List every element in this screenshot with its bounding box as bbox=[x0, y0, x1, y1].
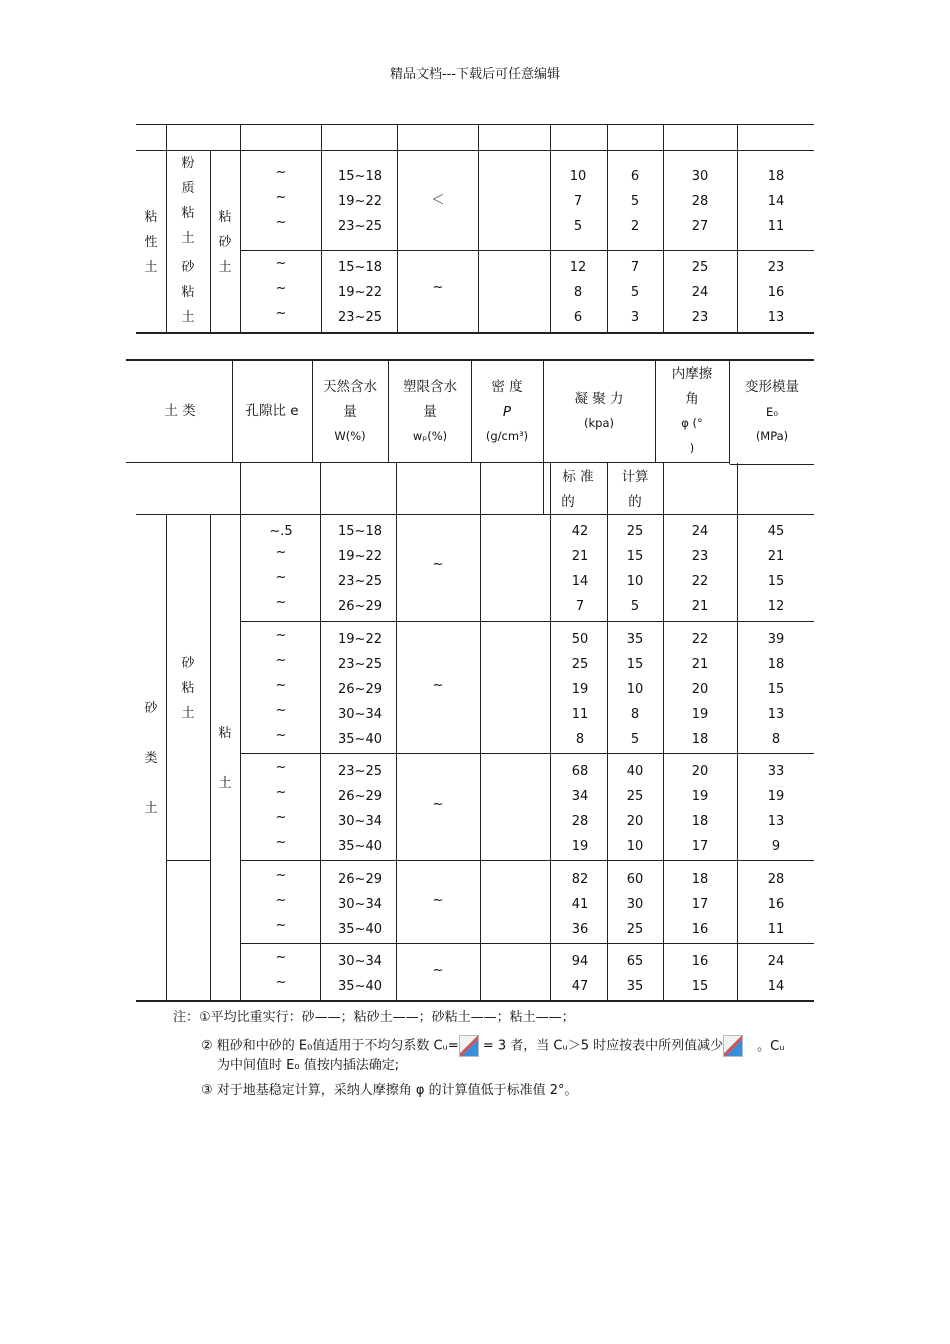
cell-phi: 23 bbox=[691, 310, 709, 325]
cell-e: ~ bbox=[275, 165, 287, 180]
category-char: 类 bbox=[144, 751, 158, 766]
cell-e: ~ bbox=[275, 703, 287, 718]
note-3: ③ 对于地基稳定计算，采纳人摩擦角 φ 的计算值低于标准值 2°。 bbox=[201, 1083, 578, 1098]
cell-c-calc: 35 bbox=[626, 632, 644, 647]
header-rho-unit: (g/cm³) bbox=[485, 429, 529, 443]
cell-E: 15 bbox=[767, 682, 785, 697]
subtype-char: 土 bbox=[181, 706, 195, 721]
subtype-char: 砂 bbox=[181, 260, 195, 275]
cell-w: 26~29 bbox=[338, 789, 382, 804]
cell-E: 15 bbox=[767, 574, 785, 589]
cell-c-std: 11 bbox=[571, 707, 589, 722]
cell-w: 15~18 bbox=[338, 169, 382, 184]
cell-wp: ~ bbox=[432, 280, 444, 295]
cell-phi: 17 bbox=[691, 897, 709, 912]
cell-e: ~ bbox=[275, 595, 287, 610]
cell-E: 13 bbox=[767, 310, 785, 325]
cell-E: 19 bbox=[767, 789, 785, 804]
cell-c-std: 82 bbox=[571, 872, 589, 887]
cell-phi: 16 bbox=[691, 922, 709, 937]
cell-E: 33 bbox=[767, 764, 785, 779]
cell-w: 19~22 bbox=[338, 549, 382, 564]
cell-e: ~ bbox=[275, 835, 287, 850]
cell-phi: 24 bbox=[691, 524, 709, 539]
cell-c-calc: 25 bbox=[626, 789, 644, 804]
subtype-char: 土 bbox=[218, 776, 232, 791]
cell-c-calc: 10 bbox=[626, 682, 644, 697]
cell-c-std: 7 bbox=[573, 194, 583, 209]
header-phi: 内摩擦 bbox=[671, 366, 713, 382]
cell-c-calc: 6 bbox=[630, 169, 640, 184]
cell-c-std: 28 bbox=[571, 814, 589, 829]
cell-E: 14 bbox=[767, 194, 785, 209]
cell-c-calc: 5 bbox=[630, 285, 640, 300]
category-char: 粘 bbox=[144, 210, 158, 225]
cell-e: ~ bbox=[275, 893, 287, 908]
cell-c-calc: 5 bbox=[630, 599, 640, 614]
header-wp-unit: wₚ(%) bbox=[412, 429, 448, 443]
cell-wp: ~ bbox=[432, 893, 444, 908]
cell-c-calc: 25 bbox=[626, 524, 644, 539]
cell-c-calc: 10 bbox=[626, 574, 644, 589]
cell-w: 19~22 bbox=[338, 632, 382, 647]
header-E-unit: (MPa) bbox=[755, 429, 789, 443]
cell-wp: ＜ bbox=[431, 193, 445, 208]
cell-w: 35~40 bbox=[338, 922, 382, 937]
category-char: 土 bbox=[144, 260, 158, 275]
cell-w: 15~18 bbox=[338, 260, 382, 275]
category-char: 土 bbox=[144, 801, 158, 816]
note-2-part-b: = 3 者，当 Cᵤ＞5 时应按表中所列值减少 bbox=[478, 1038, 724, 1054]
cell-e: ~ bbox=[275, 868, 287, 883]
header-wp: 塑限含水 bbox=[403, 379, 457, 395]
cell-e: ~ bbox=[275, 215, 287, 230]
cell-E: 16 bbox=[767, 285, 785, 300]
cell-w: 30~34 bbox=[338, 707, 382, 722]
cell-c-std: 21 bbox=[571, 549, 589, 564]
cell-e: ~ bbox=[275, 760, 287, 775]
cell-e: ~ bbox=[275, 653, 287, 668]
cell-w: 23~25 bbox=[338, 219, 382, 234]
cell-E: 11 bbox=[767, 922, 785, 937]
cell-E: 39 bbox=[767, 632, 785, 647]
header-e: 孔隙比 e bbox=[245, 403, 299, 419]
cell-phi: 17 bbox=[691, 839, 709, 854]
cell-phi: 18 bbox=[691, 872, 709, 887]
note-2 bbox=[201, 1035, 785, 1057]
cell-E: 24 bbox=[767, 954, 785, 969]
cell-phi: 15 bbox=[691, 979, 709, 994]
cell-c-calc: 5 bbox=[630, 732, 640, 747]
category-char: 性 bbox=[144, 235, 158, 250]
cell-c-calc: 15 bbox=[626, 549, 644, 564]
cell-c-std: 5 bbox=[573, 219, 583, 234]
header-E: 变形模量 bbox=[745, 379, 799, 395]
cell-phi: 27 bbox=[691, 219, 709, 234]
cell-c-std: 6 bbox=[573, 310, 583, 325]
note-1: 注：①平均比重实行：砂——；粘砂土——；砂粘土——；粘土——； bbox=[173, 1010, 575, 1025]
note-2-part-a: ② 粗砂和中砂的 E₀值适用于不均匀系数 Cᵤ= bbox=[201, 1038, 459, 1054]
subtype-char: 粉 bbox=[181, 156, 195, 171]
cell-phi: 25 bbox=[691, 260, 709, 275]
cell-phi: 20 bbox=[691, 764, 709, 779]
header-c-std: 标 准 bbox=[562, 469, 594, 485]
cell-e: ~ bbox=[275, 728, 287, 743]
cell-c-calc: 15 bbox=[626, 657, 644, 672]
cell-E: 13 bbox=[767, 814, 785, 829]
cell-c-std: 34 bbox=[571, 789, 589, 804]
cell-c-std: 10 bbox=[569, 169, 587, 184]
cell-w: 15~18 bbox=[338, 524, 382, 539]
subtype-char: 砂 bbox=[181, 656, 195, 671]
cell-E: 21 bbox=[767, 549, 785, 564]
cell-w: 30~34 bbox=[338, 814, 382, 829]
cell-c-std: 12 bbox=[569, 260, 587, 275]
cell-e: ~ bbox=[275, 678, 287, 693]
cell-E: 14 bbox=[767, 979, 785, 994]
cell-e: ~ bbox=[275, 570, 287, 585]
cell-e: ~ bbox=[275, 810, 287, 825]
header-phi-unit: ) bbox=[689, 441, 695, 455]
category-char: 砂 bbox=[144, 701, 158, 716]
subtype-char: 质 bbox=[181, 181, 195, 196]
cell-e: ~ bbox=[275, 545, 287, 560]
cell-w: 23~25 bbox=[338, 657, 382, 672]
cell-e: ~.5 bbox=[269, 524, 293, 539]
header-phi: 角 bbox=[685, 391, 699, 407]
cell-phi: 18 bbox=[691, 814, 709, 829]
cell-c-std: 41 bbox=[571, 897, 589, 912]
subtype-char: 土 bbox=[218, 260, 232, 275]
cell-c-calc: 60 bbox=[626, 872, 644, 887]
header-w: 量 bbox=[343, 404, 357, 420]
cell-e: ~ bbox=[275, 306, 287, 321]
cell-e: ~ bbox=[275, 975, 287, 990]
cell-w: 30~34 bbox=[338, 897, 382, 912]
cell-E: 18 bbox=[767, 657, 785, 672]
cell-phi: 23 bbox=[691, 549, 709, 564]
cell-c-std: 42 bbox=[571, 524, 589, 539]
cell-e: ~ bbox=[275, 281, 287, 296]
cell-c-std: 19 bbox=[571, 839, 589, 854]
cell-w: 19~22 bbox=[338, 194, 382, 209]
cell-E: 12 bbox=[767, 599, 785, 614]
cell-phi: 28 bbox=[691, 194, 709, 209]
header-rho: P bbox=[502, 404, 512, 420]
cell-wp: ~ bbox=[432, 797, 444, 812]
formula-image-icon bbox=[723, 1035, 743, 1057]
cell-c-calc: 25 bbox=[626, 922, 644, 937]
cell-c-calc: 10 bbox=[626, 839, 644, 854]
subtype-char: 粘 bbox=[181, 206, 195, 221]
header-phi-unit: φ (° bbox=[681, 416, 703, 430]
cell-E: 23 bbox=[767, 260, 785, 275]
cell-w: 26~29 bbox=[338, 872, 382, 887]
cell-w: 23~25 bbox=[338, 574, 382, 589]
cell-c-std: 8 bbox=[575, 732, 585, 747]
cell-c-calc: 30 bbox=[626, 897, 644, 912]
cell-phi: 20 bbox=[691, 682, 709, 697]
cell-phi: 21 bbox=[691, 657, 709, 672]
cell-c-calc: 2 bbox=[630, 219, 640, 234]
cell-phi: 21 bbox=[691, 599, 709, 614]
cell-c-std: 14 bbox=[571, 574, 589, 589]
cell-c-std: 50 bbox=[571, 632, 589, 647]
subtype-char: 粘 bbox=[218, 726, 232, 741]
cell-c-calc: 40 bbox=[626, 764, 644, 779]
cell-c-std: 94 bbox=[571, 954, 589, 969]
cell-E: 8 bbox=[771, 732, 781, 747]
cell-E: 11 bbox=[767, 219, 785, 234]
header-c-std: 的 bbox=[561, 494, 575, 510]
cell-w: 30~34 bbox=[338, 954, 382, 969]
cell-c-std: 19 bbox=[571, 682, 589, 697]
header-w-unit: W(%) bbox=[334, 429, 366, 443]
cell-w: 19~22 bbox=[338, 285, 382, 300]
cell-E: 28 bbox=[767, 872, 785, 887]
cell-w: 26~29 bbox=[338, 599, 382, 614]
cell-e: ~ bbox=[275, 256, 287, 271]
header-c-unit: (kpa) bbox=[584, 416, 614, 430]
cell-wp: ~ bbox=[432, 678, 444, 693]
cell-phi: 19 bbox=[691, 707, 709, 722]
cell-c-calc: 20 bbox=[626, 814, 644, 829]
cell-E: 45 bbox=[767, 524, 785, 539]
cell-E: 9 bbox=[771, 839, 781, 854]
cell-phi: 16 bbox=[691, 954, 709, 969]
cell-c-calc: 35 bbox=[626, 979, 644, 994]
cell-c-calc: 3 bbox=[630, 310, 640, 325]
header-wp: 量 bbox=[423, 404, 437, 420]
header-w: 天然含水 bbox=[323, 379, 377, 395]
cell-e: ~ bbox=[275, 950, 287, 965]
cell-wp: ~ bbox=[432, 963, 444, 978]
cell-w: 26~29 bbox=[338, 682, 382, 697]
header-c-calc: 计算 bbox=[621, 469, 649, 485]
subtype-char: 土 bbox=[181, 231, 195, 246]
cell-phi: 24 bbox=[691, 285, 709, 300]
cell-w: 23~25 bbox=[338, 764, 382, 779]
header-E: E₀ bbox=[766, 405, 778, 419]
cell-c-std: 47 bbox=[571, 979, 589, 994]
cell-phi: 18 bbox=[691, 732, 709, 747]
cell-e: ~ bbox=[275, 628, 287, 643]
cell-E: 18 bbox=[767, 169, 785, 184]
header-c: 凝 聚 力 bbox=[574, 391, 624, 407]
cell-c-calc: 8 bbox=[630, 707, 640, 722]
cell-phi: 19 bbox=[691, 789, 709, 804]
cell-c-calc: 5 bbox=[630, 194, 640, 209]
cell-e: ~ bbox=[275, 190, 287, 205]
cell-c-std: 36 bbox=[571, 922, 589, 937]
cell-phi: 30 bbox=[691, 169, 709, 184]
subtype-char: 土 bbox=[181, 310, 195, 325]
header-soil: 土 类 bbox=[164, 403, 196, 419]
subtype-char: 粘 bbox=[181, 285, 195, 300]
formula-image-icon bbox=[459, 1035, 479, 1057]
subtype-char: 粘 bbox=[181, 681, 195, 696]
cell-e: ~ bbox=[275, 785, 287, 800]
cell-E: 13 bbox=[767, 707, 785, 722]
cell-c-calc: 7 bbox=[630, 260, 640, 275]
cell-w: 35~40 bbox=[338, 732, 382, 747]
cell-phi: 22 bbox=[691, 574, 709, 589]
cell-w: 35~40 bbox=[338, 839, 382, 854]
cell-c-std: 25 bbox=[571, 657, 589, 672]
cell-wp: ~ bbox=[432, 557, 444, 572]
subtype-char: 砂 bbox=[218, 235, 232, 250]
header-c-calc: 的 bbox=[628, 494, 642, 510]
cell-c-std: 68 bbox=[571, 764, 589, 779]
subtype-char: 粘 bbox=[218, 210, 232, 225]
cell-c-calc: 65 bbox=[626, 954, 644, 969]
cell-e: ~ bbox=[275, 918, 287, 933]
header-rho: 密 度 bbox=[491, 379, 523, 395]
cell-E: 16 bbox=[767, 897, 785, 912]
cell-c-std: 7 bbox=[575, 599, 585, 614]
cell-c-std: 8 bbox=[573, 285, 583, 300]
cell-w: 35~40 bbox=[338, 979, 382, 994]
cell-w: 23~25 bbox=[338, 310, 382, 325]
note-2-continued: 为中间值时 E₀ 值按内插法确定; bbox=[217, 1058, 400, 1073]
note-2-part-c: 。Cᵤ bbox=[757, 1038, 785, 1054]
cell-phi: 22 bbox=[691, 632, 709, 647]
page-header: 精品文档---下载后可任意编辑 bbox=[389, 67, 561, 82]
